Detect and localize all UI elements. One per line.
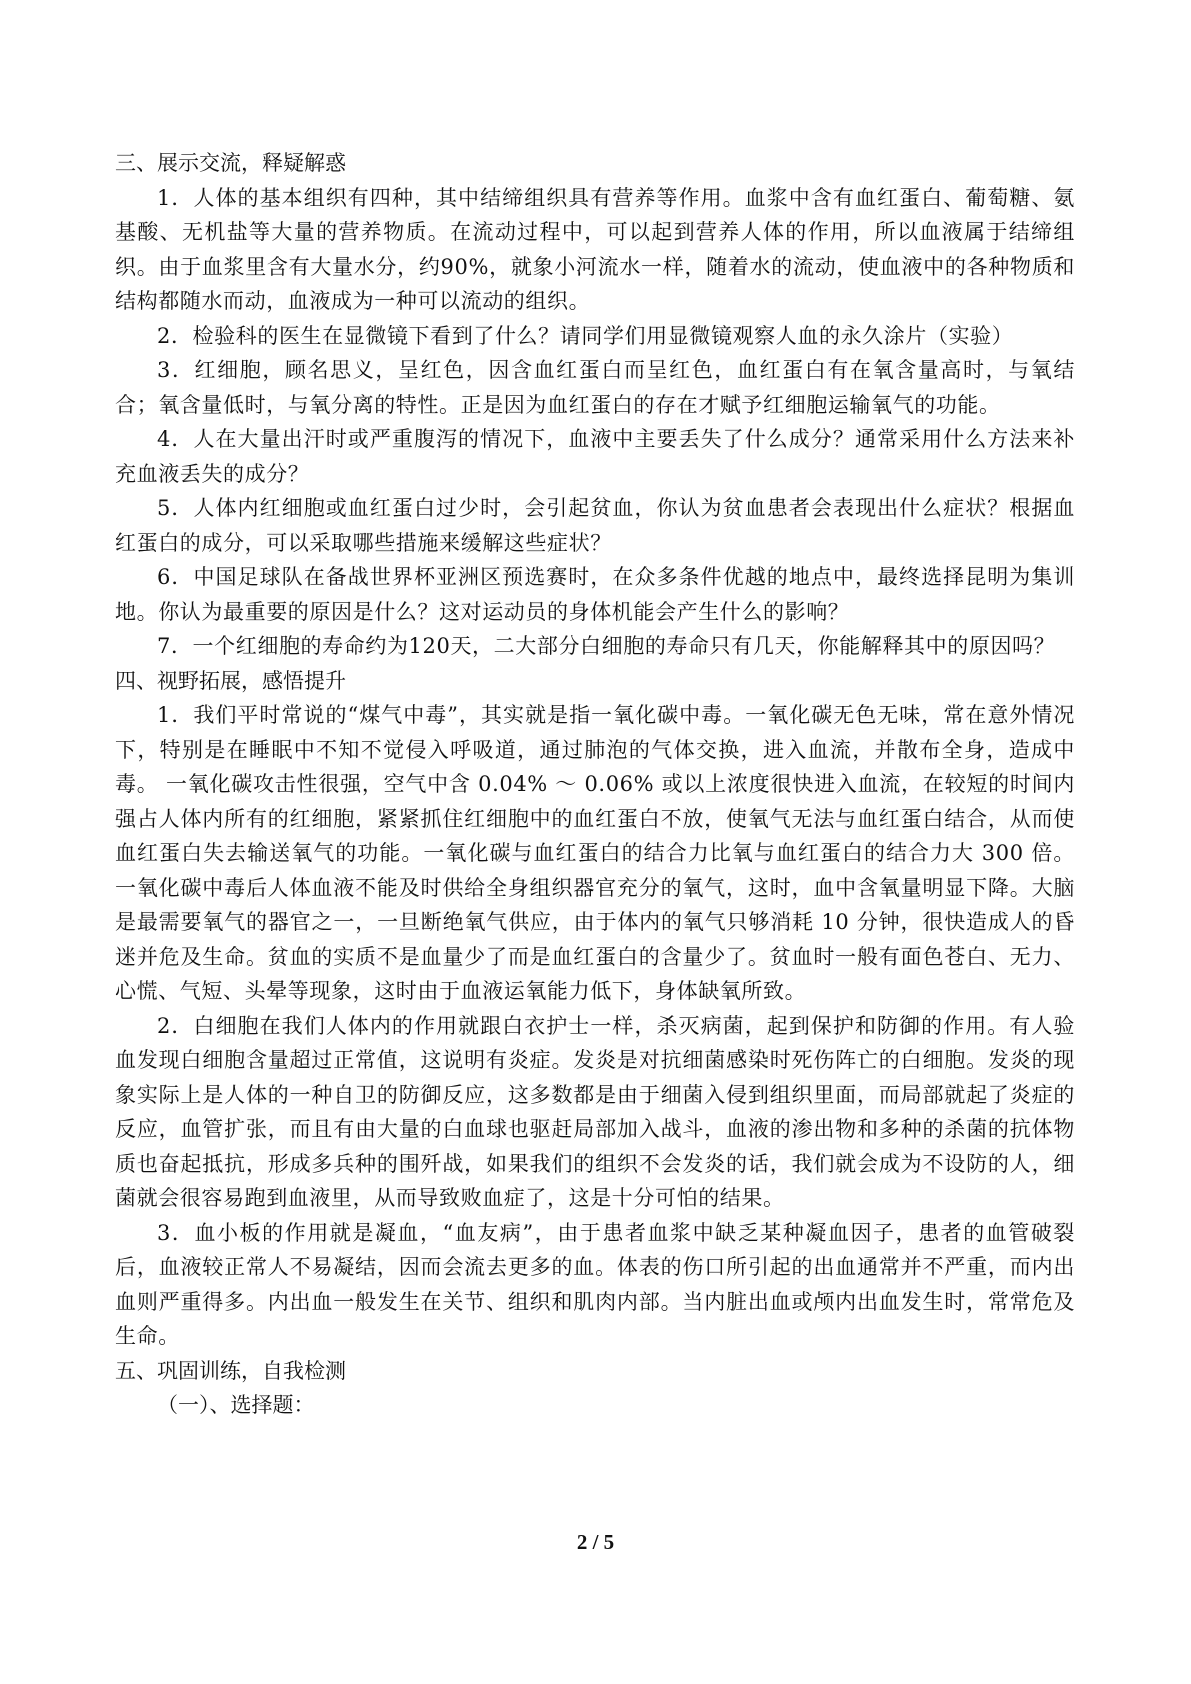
section-4-heading: 四、视野拓展，感悟提升 [115,668,346,693]
section-3-item-4: 4．人在大量出汗时或严重腹泻的情况下，血液中主要丢失了什么成分？通常采用什么方法来补充血液丢失的成分？ [115,427,1075,486]
section-4-item-2: 2．白细胞在我们人体内的作用就跟白衣护士一样，杀灭病菌，起到保护和防御的作用。有人验血发现白细胞含量超过正常值，这说明有炎症。发炎是对抗细菌感染时死伤阵亡的白细胞。发炎的现象实际上是人体的一种自卫的防御反应，这多数都是由于细菌入侵到组织里面，而局部就起了炎症的反应，血管扩张，而且有由大量的白血球也驱赶局部加入战斗，血液的渗出物和多种的杀菌的抗体物质也奋起抵抗，形成多兵种的围歼战，如果我们的组织不会发炎的话，我们就会成为不设防的人，细菌就会很容易跑到血液里，从而导致败血症了，这是十分可怕的结果。 [115,1013,1075,1210]
section-5-subheading: （一）、选择题： [157,1393,315,1417]
section-3-heading: 三、展示交流，释疑解惑 [115,151,346,175]
section-5-heading: 五、巩固训练，自我检测 [115,1358,346,1383]
section-4-item-1: 1．我们平时常说的“煤气中毒”，其实就是指一氧化碳中毒。一氧化碳无色无味，常在意外情况下，特别是在睡眠中不知不觉侵入呼吸道，通过肺泡的气体交换，进入血流，并散布全身，造成中毒。 一氧化碳攻击性很强，空气中含 0.04% ～ 0.06% 或以上浓度很快进入血流，在较短的时间内强占人体内所有的红细胞，紧紧抓住红细胞中的血红蛋白不放，使氧气无法与血红蛋白结合，从而使血红蛋白失去输送氧气的功能。一氧化碳与血红蛋白的结合力比氧与血红蛋白的结合力大 300 倍。一氧化碳中毒后人体血液不能及时供给全身组织器官充分的氧气，这时，血中含氧量明显下降。大脑是最需要氧气的器官之一，一旦断绝氧气供应，由于体内的氧气只够消耗 10 分钟，很快造成人的昏迷并危及生命。贫血的实质不是血量少了而是血红蛋白的含量少了。贫血时一般有面色苍白、无力、心慌、气短、头晕等现象，这时由于血液运氧能力低下，身体缺氧所致。 [115,703,1075,1003]
page-number: 2 / 5 [576,1530,615,1554]
section-3-item-5: 5．人体内红细胞或血红蛋白过少时，会引起贫血，你认为贫血患者会表现出什么症状？根据血红蛋白的成分，可以采取哪些措施来缓解这些症状？ [115,496,1075,555]
section-4-item-3: 3．血小板的作用就是凝血，“血友病”，由于患者血浆中缺乏某种凝血因子，患者的血管破裂后，血液较正常人不易凝结，因而会流去更多的血。体表的伤口所引起的出血通常并不严重，而内出血则严重得多。内出血一般发生在关节、组织和肌肉内部。当内脏出血或颅内出血发生时，常常危及生命。 [115,1220,1075,1348]
section-3-item-3: 3．红细胞，顾名思义，呈红色，因含血红蛋白而呈红色，血红蛋白有在氧含量高时，与氧结合；氧含量低时，与氧分离的特性。正是因为血红蛋白的存在才赋予红细胞运输氧气的功能。 [115,358,1075,417]
section-3-item-6: 6．中国足球队在备战世界杯亚洲区预选赛时，在众多条件优越的地点中，最终选择昆明为集训地。你认为最重要的原因是什么？这对运动员的身体机能会产生什么的影响？ [115,565,1075,624]
document-body [0,146,1191,1423]
section-3-item-2: 2．检验科的医生在显微镜下看到了什么？请同学们用显微镜观察人血的永久涂片（实验） [157,323,1014,348]
section-3-item-7: 7．一个红细胞的寿命约为120天，二大部分白细胞的寿命只有几天，你能解释其中的原因吗？ [157,634,1056,658]
section-3-item-1: 1．人体的基本组织有四种，其中结缔组织具有营养等作用。血浆中含有血红蛋白、葡萄糖、氨基酸、无机盐等大量的营养物质。在流动过程中，可以起到营养人体的作用，所以血液属于结缔组织。由于血浆里含有大量水分，约90%，就象小河流水一样，随着水的流动，使血液中的各种物质和结构都随水而动，血液成为一种可以流动的组织。 [115,185,1075,313]
